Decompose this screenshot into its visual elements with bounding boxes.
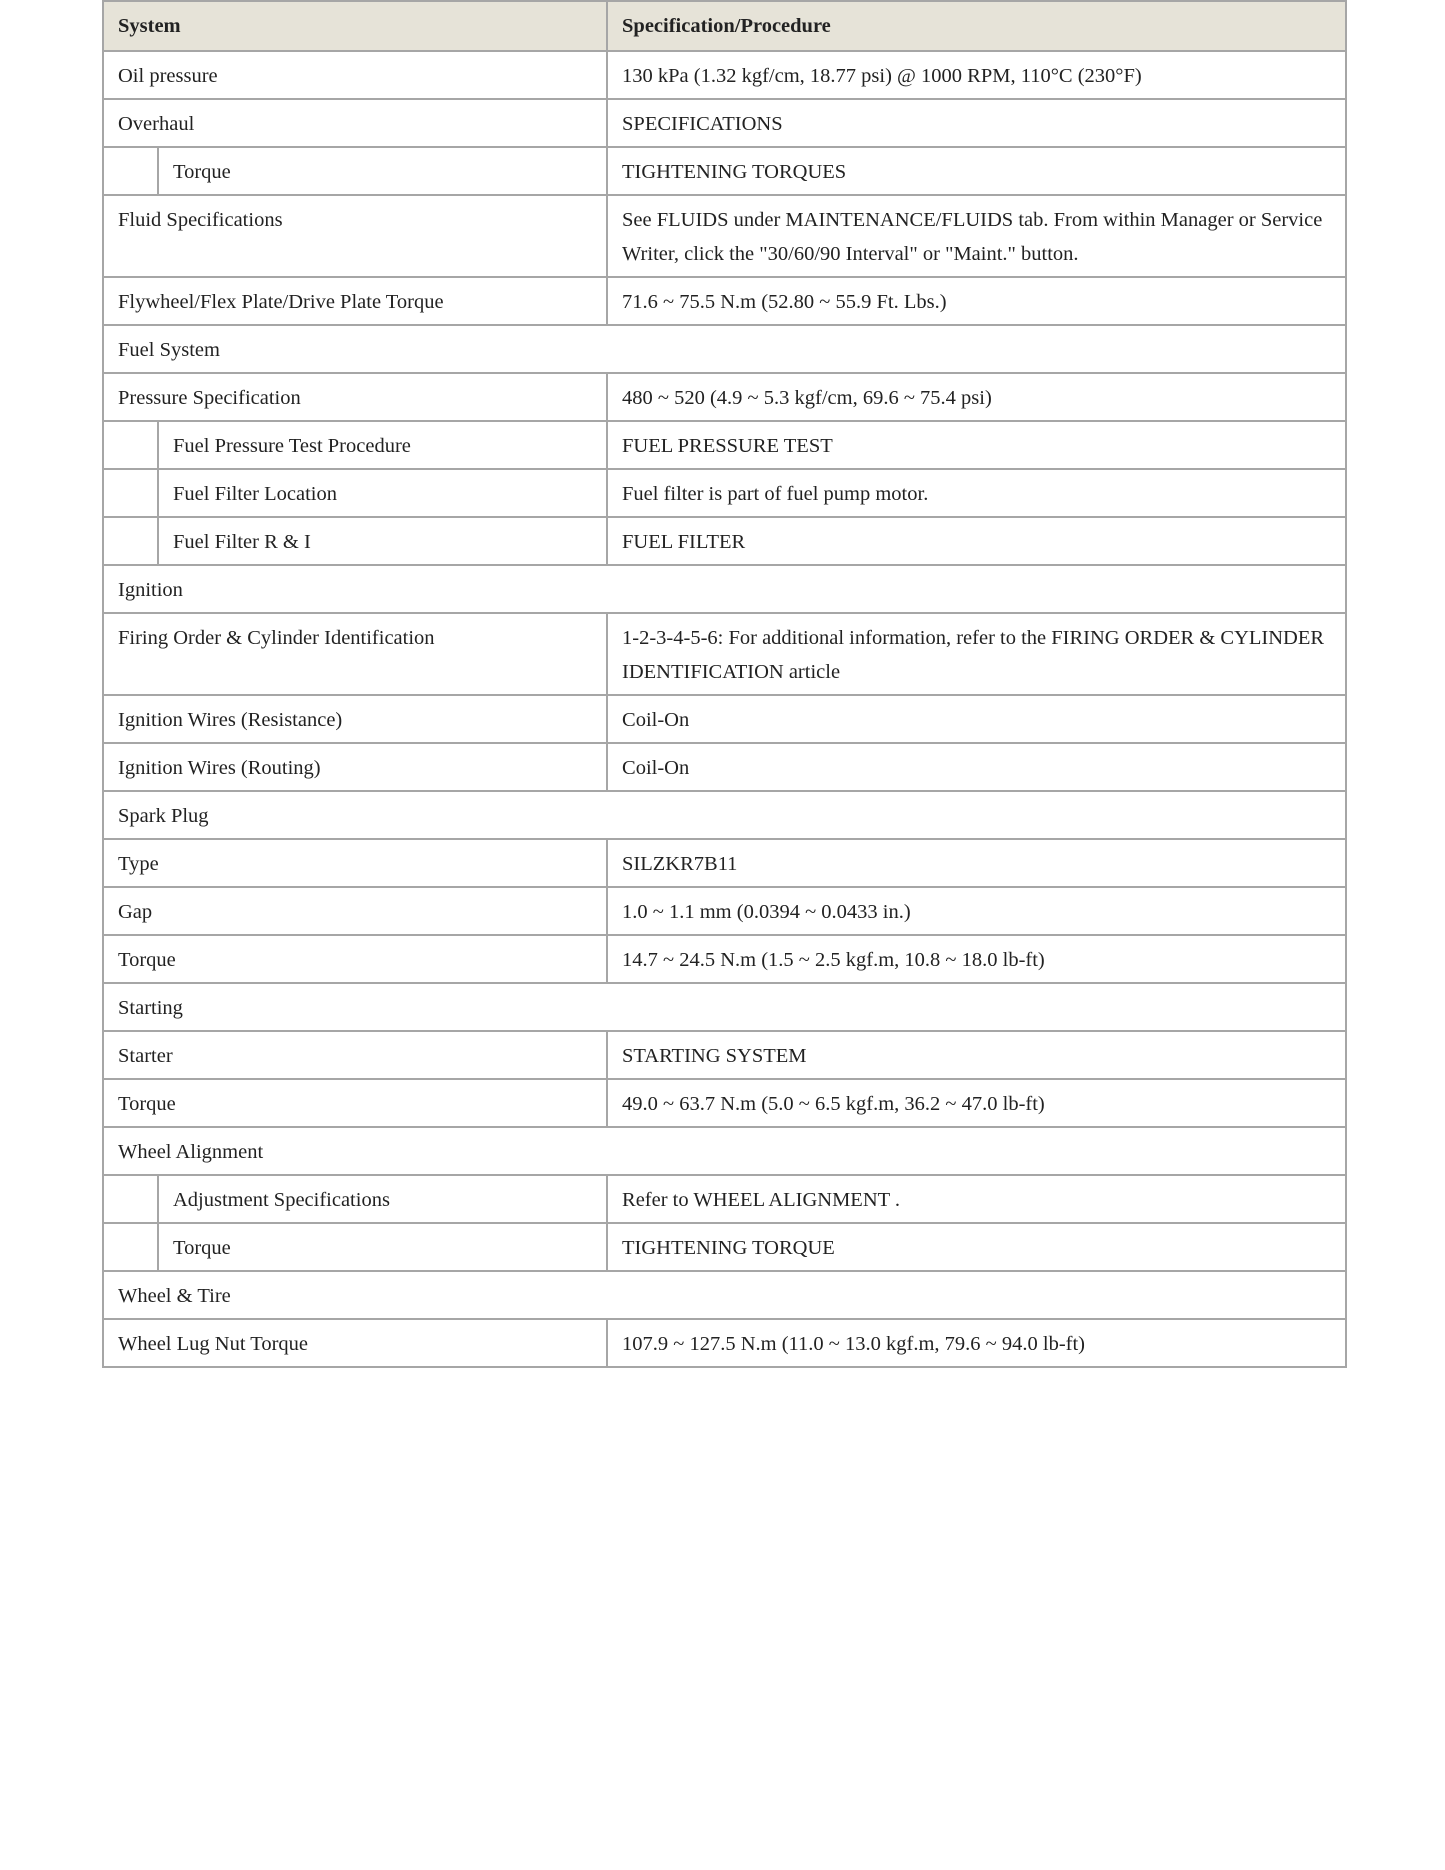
table-row	[103, 839, 1346, 887]
table-row	[103, 147, 1346, 195]
row-label: Gap	[103, 887, 607, 935]
row-label: Fluid Specifications	[103, 195, 607, 277]
row-value: 130 kPa (1.32 kgf/cm, 18.77 psi) @ 1000 RPM, 110°C (230°F)	[607, 51, 1346, 99]
table-row	[103, 277, 1346, 325]
table-row	[103, 613, 1346, 695]
section-heading: Starting	[103, 983, 1346, 1031]
indent-cell	[103, 1175, 158, 1223]
table-header-row	[103, 1, 1346, 51]
header-spec: Specification/Procedure	[607, 1, 1346, 51]
row-value: Refer to WHEEL ALIGNMENT .	[607, 1175, 1346, 1223]
table-row	[103, 1079, 1346, 1127]
row-label: Torque	[103, 1079, 607, 1127]
section-row	[103, 791, 1346, 839]
table-row	[103, 1319, 1346, 1367]
row-label: Fuel Filter R & I	[158, 517, 607, 565]
table-row	[103, 421, 1346, 469]
indent-cell	[103, 469, 158, 517]
indent-cell	[103, 147, 158, 195]
row-label: Fuel Pressure Test Procedure	[158, 421, 607, 469]
row-label: Adjustment Specifications	[158, 1175, 607, 1223]
row-label: Firing Order & Cylinder Identification	[103, 613, 607, 695]
table-row	[103, 1223, 1346, 1271]
row-label: Starter	[103, 1031, 607, 1079]
row-value: STARTING SYSTEM	[607, 1031, 1346, 1079]
row-label: Torque	[103, 935, 607, 983]
table-row	[103, 469, 1346, 517]
row-value: TIGHTENING TORQUES	[607, 147, 1346, 195]
table-row	[103, 743, 1346, 791]
row-value: 1.0 ~ 1.1 mm (0.0394 ~ 0.0433 in.)	[607, 887, 1346, 935]
row-value: 71.6 ~ 75.5 N.m (52.80 ~ 55.9 Ft. Lbs.)	[607, 277, 1346, 325]
section-heading: Spark Plug	[103, 791, 1346, 839]
row-value: 1-2-3-4-5-6: For additional information, refer to the FIRING ORDER & CYLINDER IDENTIFICATION article	[607, 613, 1346, 695]
section-heading: Fuel System	[103, 325, 1346, 373]
row-value: SILZKR7B11	[607, 839, 1346, 887]
row-label: Torque	[158, 147, 607, 195]
indent-cell	[103, 517, 158, 565]
indent-cell	[103, 1223, 158, 1271]
row-label: Torque	[158, 1223, 607, 1271]
row-value: SPECIFICATIONS	[607, 99, 1346, 147]
row-label: Oil pressure	[103, 51, 607, 99]
row-value: TIGHTENING TORQUE	[607, 1223, 1346, 1271]
section-heading: Wheel & Tire	[103, 1271, 1346, 1319]
section-row	[103, 325, 1346, 373]
row-value: FUEL FILTER	[607, 517, 1346, 565]
table-row	[103, 1031, 1346, 1079]
table-row	[103, 1175, 1346, 1223]
row-value: 107.9 ~ 127.5 N.m (11.0 ~ 13.0 kgf.m, 79.6 ~ 94.0 lb-ft)	[607, 1319, 1346, 1367]
table-row	[103, 373, 1346, 421]
row-value: 480 ~ 520 (4.9 ~ 5.3 kgf/cm, 69.6 ~ 75.4 psi)	[607, 373, 1346, 421]
section-row	[103, 1127, 1346, 1175]
table-row	[103, 51, 1346, 99]
row-value: Coil-On	[607, 743, 1346, 791]
row-value: 49.0 ~ 63.7 N.m (5.0 ~ 6.5 kgf.m, 36.2 ~ 47.0 lb-ft)	[607, 1079, 1346, 1127]
row-value: See FLUIDS under MAINTENANCE/FLUIDS tab. From within Manager or Service Writer, click the "30/60/90 Interval" or "Maint." button.	[607, 195, 1346, 277]
row-label: Wheel Lug Nut Torque	[103, 1319, 607, 1367]
row-label: Overhaul	[103, 99, 607, 147]
section-row	[103, 565, 1346, 613]
row-value: 14.7 ~ 24.5 N.m (1.5 ~ 2.5 kgf.m, 10.8 ~ 18.0 lb-ft)	[607, 935, 1346, 983]
row-label: Pressure Specification	[103, 373, 607, 421]
indent-cell	[103, 421, 158, 469]
row-label: Ignition Wires (Routing)	[103, 743, 607, 791]
section-row	[103, 983, 1346, 1031]
row-value: FUEL PRESSURE TEST	[607, 421, 1346, 469]
table-row	[103, 195, 1346, 277]
table-row	[103, 935, 1346, 983]
row-label: Type	[103, 839, 607, 887]
specifications-table	[102, 0, 1347, 1368]
row-label: Fuel Filter Location	[158, 469, 607, 517]
table-row	[103, 695, 1346, 743]
table-row	[103, 887, 1346, 935]
row-value: Coil-On	[607, 695, 1346, 743]
section-heading: Ignition	[103, 565, 1346, 613]
table-row	[103, 517, 1346, 565]
header-system: System	[103, 1, 607, 51]
row-label: Ignition Wires (Resistance)	[103, 695, 607, 743]
row-label: Flywheel/Flex Plate/Drive Plate Torque	[103, 277, 607, 325]
table-row	[103, 99, 1346, 147]
section-heading: Wheel Alignment	[103, 1127, 1346, 1175]
row-value: Fuel filter is part of fuel pump motor.	[607, 469, 1346, 517]
section-row	[103, 1271, 1346, 1319]
